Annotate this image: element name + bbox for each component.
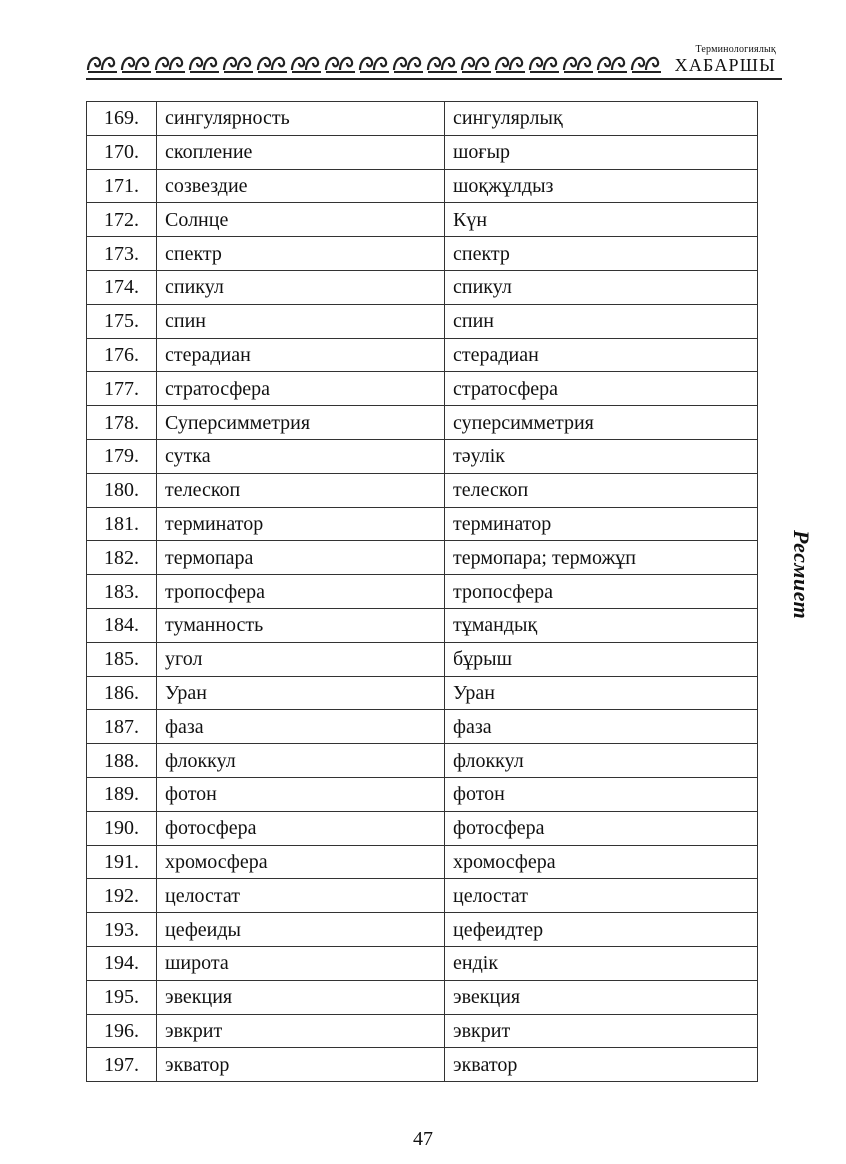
row-number: 179. (87, 439, 157, 473)
kazakh-term: стерадиан (445, 338, 758, 372)
ornament-motif-icon (426, 50, 459, 74)
terms-table-body (87, 102, 758, 1082)
russian-term: телескоп (157, 473, 445, 507)
kazakh-term: тұмандық (445, 608, 758, 642)
row-number: 187. (87, 710, 157, 744)
russian-term: спикул (157, 270, 445, 304)
row-number: 176. (87, 338, 157, 372)
row-number: 196. (87, 1014, 157, 1048)
russian-term: Солнце (157, 203, 445, 237)
russian-term: Суперсимметрия (157, 406, 445, 440)
side-section-label: Ресмиет (789, 530, 814, 620)
row-number: 171. (87, 169, 157, 203)
table-row (87, 608, 758, 642)
ornament-motif-icon (222, 50, 255, 74)
page-number: 47 (413, 1128, 433, 1150)
russian-term: спин (157, 304, 445, 338)
kazakh-term: флоккул (445, 744, 758, 778)
kazakh-term: спектр (445, 237, 758, 271)
row-number: 170. (87, 135, 157, 169)
row-number: 191. (87, 845, 157, 879)
row-number: 180. (87, 473, 157, 507)
row-number: 194. (87, 946, 157, 980)
kazakh-term: экватор (445, 1048, 758, 1082)
terms-table (86, 101, 758, 1082)
russian-term: фотосфера (157, 811, 445, 845)
table-row (87, 710, 758, 744)
russian-term: фаза (157, 710, 445, 744)
row-number: 184. (87, 608, 157, 642)
row-number: 175. (87, 304, 157, 338)
russian-term: скопление (157, 135, 445, 169)
table-row (87, 439, 758, 473)
kazakh-term: спин (445, 304, 758, 338)
russian-term: термопара (157, 541, 445, 575)
ornament-motif-icon (86, 50, 119, 74)
russian-term: сутка (157, 439, 445, 473)
header-rule (86, 78, 782, 80)
row-number: 172. (87, 203, 157, 237)
table-row (87, 946, 758, 980)
russian-term: спектр (157, 237, 445, 271)
table-row (87, 135, 758, 169)
kazakh-term: терминатор (445, 507, 758, 541)
kazakh-term: тропосфера (445, 575, 758, 609)
page-header (86, 42, 782, 82)
ornament-motif-icon (392, 50, 425, 74)
table-row (87, 270, 758, 304)
table-row (87, 1014, 758, 1048)
row-number: 177. (87, 372, 157, 406)
russian-term: Уран (157, 676, 445, 710)
table-row (87, 879, 758, 913)
kazakh-term: эвекция (445, 980, 758, 1014)
kazakh-term: фотон (445, 777, 758, 811)
table-row (87, 237, 758, 271)
ornament-motif-icon (528, 50, 561, 74)
ornament-motif-icon (460, 50, 493, 74)
table-row (87, 169, 758, 203)
russian-term: тропосфера (157, 575, 445, 609)
kazakh-term: тәулік (445, 439, 758, 473)
ornament-motif-icon (120, 50, 153, 74)
kazakh-term: шоғыр (445, 135, 758, 169)
table-row (87, 744, 758, 778)
ornament-motif-icon (154, 50, 187, 74)
table-row (87, 642, 758, 676)
kazakh-term: стратосфера (445, 372, 758, 406)
kazakh-term: Уран (445, 676, 758, 710)
table-row (87, 338, 758, 372)
ornament-motif-icon (188, 50, 221, 74)
row-number: 192. (87, 879, 157, 913)
table-row (87, 203, 758, 237)
ornament-motif-icon (290, 50, 323, 74)
kazakh-term: эвкрит (445, 1014, 758, 1048)
ornament-motif-icon (358, 50, 391, 74)
row-number: 190. (87, 811, 157, 845)
kazakh-term: ендік (445, 946, 758, 980)
russian-term: туманность (157, 608, 445, 642)
ornament-motif-icon (630, 50, 663, 74)
table-row (87, 913, 758, 947)
kazakh-term: Күн (445, 203, 758, 237)
russian-term: эвкрит (157, 1014, 445, 1048)
kazakh-term: термопара; терможұп (445, 541, 758, 575)
table-row (87, 406, 758, 440)
russian-term: фотон (157, 777, 445, 811)
row-number: 189. (87, 777, 157, 811)
russian-term: стратосфера (157, 372, 445, 406)
russian-term: целостат (157, 879, 445, 913)
russian-term: экватор (157, 1048, 445, 1082)
kazakh-term: сингулярлық (445, 102, 758, 136)
kazakh-term: цефеидтер (445, 913, 758, 947)
russian-term: флоккул (157, 744, 445, 778)
table-row (87, 304, 758, 338)
table-row (87, 473, 758, 507)
russian-term: терминатор (157, 507, 445, 541)
ornament-border (86, 50, 663, 74)
russian-term: стерадиан (157, 338, 445, 372)
kazakh-term: суперсимметрия (445, 406, 758, 440)
kazakh-term: бұрыш (445, 642, 758, 676)
row-number: 178. (87, 406, 157, 440)
table-row (87, 777, 758, 811)
kazakh-term: шоқжұлдыз (445, 169, 758, 203)
journal-title: ХАБАРШЫ (674, 55, 776, 75)
row-number: 188. (87, 744, 157, 778)
russian-term: цефеиды (157, 913, 445, 947)
kazakh-term: спикул (445, 270, 758, 304)
row-number: 174. (87, 270, 157, 304)
russian-term: широта (157, 946, 445, 980)
ornament-motif-icon (494, 50, 527, 74)
row-number: 182. (87, 541, 157, 575)
row-number: 195. (87, 980, 157, 1014)
row-number: 193. (87, 913, 157, 947)
table-row (87, 811, 758, 845)
russian-term: угол (157, 642, 445, 676)
kazakh-term: телескоп (445, 473, 758, 507)
row-number: 186. (87, 676, 157, 710)
ornament-motif-icon (596, 50, 629, 74)
russian-term: сингулярность (157, 102, 445, 136)
table-row (87, 102, 758, 136)
russian-term: эвекция (157, 980, 445, 1014)
row-number: 181. (87, 507, 157, 541)
table-row (87, 507, 758, 541)
row-number: 173. (87, 237, 157, 271)
kazakh-term: хромосфера (445, 845, 758, 879)
table-row (87, 541, 758, 575)
table-row (87, 575, 758, 609)
ornament-motif-icon (256, 50, 289, 74)
table-row (87, 372, 758, 406)
kazakh-term: целостат (445, 879, 758, 913)
kazakh-term: фотосфера (445, 811, 758, 845)
table-row (87, 1048, 758, 1082)
table-row (87, 676, 758, 710)
russian-term: созвездие (157, 169, 445, 203)
row-number: 197. (87, 1048, 157, 1082)
kazakh-term: фаза (445, 710, 758, 744)
table-row (87, 845, 758, 879)
russian-term: хромосфера (157, 845, 445, 879)
row-number: 185. (87, 642, 157, 676)
table-row (87, 980, 758, 1014)
ornament-motif-icon (324, 50, 357, 74)
row-number: 183. (87, 575, 157, 609)
row-number: 169. (87, 102, 157, 136)
journal-title-small: Терминологиялық (695, 44, 776, 55)
ornament-motif-icon (562, 50, 595, 74)
